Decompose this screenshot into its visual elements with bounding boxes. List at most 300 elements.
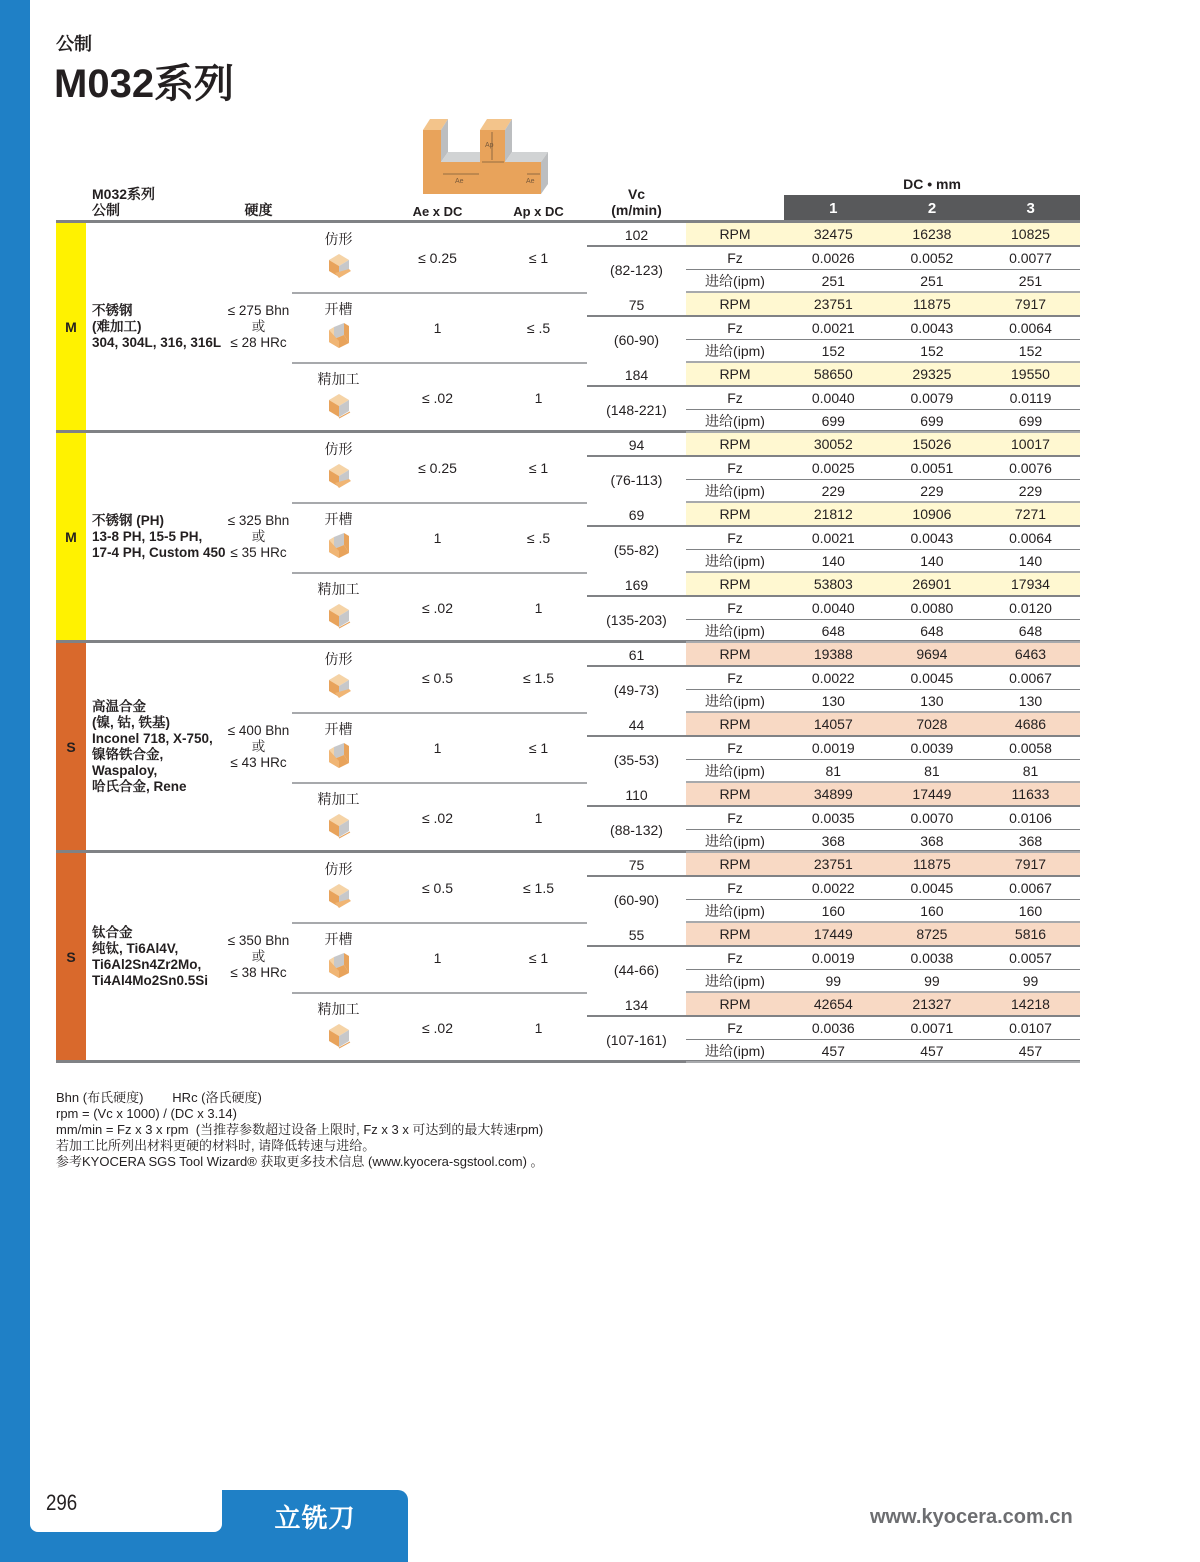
- ae-value: 1: [433, 530, 442, 546]
- svg-text:Ap: Ap: [485, 142, 494, 149]
- vc-range: (88-132): [610, 822, 663, 838]
- material-name: [92, 433, 232, 640]
- fz-row: [686, 737, 1080, 760]
- vc-range: (44-66): [613, 962, 660, 978]
- fz-value: 0.0106: [1009, 810, 1052, 826]
- ipm-value: 152: [821, 343, 845, 359]
- ipm-row: [686, 550, 1080, 573]
- ipm-value: 140: [821, 553, 845, 569]
- rpm-value: 26901: [912, 576, 952, 592]
- fz-value: 0.0043: [910, 530, 954, 546]
- ipm-value: 130: [1018, 693, 1043, 709]
- rpm-value: 30052: [813, 436, 853, 452]
- rpm-row: [686, 643, 1080, 667]
- dc-values-bar: [784, 195, 1080, 222]
- hardness-line: 或: [251, 738, 266, 754]
- rpm-row: [686, 713, 1080, 737]
- profiling-icon: [325, 251, 353, 279]
- fz-label: Fz: [727, 390, 743, 406]
- ap-value: ≤ .5: [526, 320, 551, 336]
- iso-group-label: M: [65, 528, 77, 545]
- material-line: 13-8 PH, 15-5 PH,: [92, 528, 203, 544]
- material-name: [92, 223, 232, 430]
- series-header-sub: 公制: [92, 202, 120, 218]
- operation-name: 开槽: [324, 721, 353, 737]
- rpm-value: 19550: [1011, 366, 1050, 382]
- vc-header: [587, 186, 686, 218]
- rpm-label: RPM: [719, 646, 751, 662]
- material-line: (难加工): [92, 318, 142, 334]
- rpm-value: 21812: [813, 506, 853, 522]
- hardness-line: ≤ 275 Bhn: [227, 302, 290, 318]
- ipm-value: 368: [1018, 833, 1043, 849]
- operation-name: 仿形: [324, 441, 353, 457]
- vc-range: (60-90): [613, 892, 660, 908]
- fz-value: 0.0119: [1009, 390, 1052, 406]
- fz-value: 0.0079: [910, 390, 954, 406]
- ipm-value: 457: [920, 1043, 944, 1059]
- ipm-value: 229: [920, 483, 944, 499]
- operation-name: 开槽: [324, 301, 353, 317]
- rpm-label: RPM: [719, 576, 751, 592]
- ipm-value: 457: [1018, 1043, 1043, 1059]
- series-header: [92, 186, 155, 218]
- ipm-value: 699: [821, 413, 845, 429]
- slotting-icon: [325, 741, 353, 769]
- hardness-line: ≤ 350 Bhn: [227, 932, 290, 948]
- fz-value: 0.0077: [1009, 250, 1052, 266]
- rpm-label: RPM: [719, 226, 751, 242]
- ae-value: ≤ .02: [421, 810, 454, 826]
- fz-value: 0.0052: [910, 250, 954, 266]
- rpm-label: RPM: [719, 996, 751, 1012]
- hardness-line: ≤ 43 HRc: [230, 754, 287, 770]
- operation-name: 开槽: [324, 511, 353, 527]
- ipm-label: 进给(ipm): [705, 693, 765, 709]
- iso-group-band: [56, 853, 86, 1060]
- material-block: [56, 433, 1080, 643]
- hardness-line: 或: [251, 318, 266, 334]
- ipm-row: [686, 690, 1080, 713]
- vc-value: 61: [587, 643, 686, 667]
- material-line: Ti6Al2Sn4Zr2Mo,: [92, 956, 202, 972]
- material-line: 纯钛, Ti6Al4V,: [92, 940, 179, 956]
- rpm-value: 4686: [1014, 716, 1047, 732]
- rpm-row: [686, 573, 1080, 597]
- fz-value: 0.0021: [811, 320, 855, 336]
- rpm-row: [686, 853, 1080, 877]
- operation-row: [292, 293, 1080, 363]
- rpm-row: [686, 993, 1080, 1017]
- rpm-value: 9694: [916, 646, 948, 662]
- material-line: 不锈钢: [92, 302, 133, 318]
- fz-value: 0.0040: [811, 600, 855, 616]
- fz-label: Fz: [727, 320, 743, 336]
- operation-row: [292, 363, 1080, 433]
- fz-label: Fz: [727, 530, 743, 546]
- fz-value: 0.0019: [811, 740, 855, 756]
- operation-row: [292, 503, 1080, 573]
- ap-value: ≤ .5: [526, 530, 551, 546]
- rpm-label: RPM: [719, 786, 751, 802]
- profiling-icon: [325, 881, 353, 909]
- iso-group-band: [56, 433, 86, 640]
- rpm-value: 42654: [813, 996, 853, 1012]
- ipm-row: [686, 340, 1080, 363]
- ipm-value: 699: [1018, 413, 1043, 429]
- material-line: 镍铬铁合金,: [92, 746, 164, 762]
- ae-value: ≤ .02: [421, 600, 454, 616]
- ap-value: 1: [534, 390, 543, 406]
- ipm-label: 进给(ipm): [705, 1043, 765, 1059]
- ipm-row: [686, 620, 1080, 643]
- ae-header: Ae x DC: [412, 204, 463, 219]
- fz-row: [686, 1017, 1080, 1040]
- rpm-value: 11633: [1011, 786, 1050, 802]
- ipm-row: [686, 480, 1080, 503]
- ipm-value: 251: [821, 273, 845, 289]
- rpm-value: 29325: [912, 366, 952, 382]
- rpm-value: 17449: [912, 786, 952, 802]
- iso-group-label: S: [66, 948, 76, 965]
- operation-row: [292, 923, 1080, 993]
- rpm-value: 17449: [813, 926, 853, 942]
- ipm-value: 99: [1022, 973, 1039, 989]
- operation-name: 开槽: [324, 931, 353, 947]
- material-line: 高温合金: [92, 698, 146, 714]
- ipm-row: [686, 410, 1080, 433]
- vc-range: (60-90): [613, 332, 660, 348]
- fz-value: 0.0036: [811, 1020, 855, 1036]
- ipm-value: 152: [920, 343, 944, 359]
- ipm-row: [686, 270, 1080, 293]
- fz-value: 0.0026: [811, 250, 855, 266]
- material-line: Ti4Al4Mo2Sn0.5Si: [92, 972, 209, 988]
- material-block: [56, 223, 1080, 433]
- dc-value: 2: [927, 200, 937, 217]
- ipm-value: 648: [821, 623, 845, 639]
- ipm-label: 进给(ipm): [705, 833, 765, 849]
- operation-row: [292, 783, 1080, 853]
- ae-value: 1: [433, 320, 442, 336]
- rpm-value: 19388: [813, 646, 853, 662]
- rpm-label: RPM: [719, 296, 751, 312]
- material-name: [92, 853, 232, 1060]
- material-line: 哈氏合金, Rene: [92, 778, 187, 794]
- operation-name: 精加工: [317, 791, 360, 807]
- fz-value: 0.0039: [910, 740, 954, 756]
- fz-label: Fz: [727, 600, 743, 616]
- fz-label: Fz: [727, 670, 743, 686]
- rpm-value: 11875: [912, 856, 951, 872]
- hardness-line: ≤ 28 HRc: [230, 334, 287, 350]
- ipm-label: 进给(ipm): [705, 623, 765, 639]
- vc-value: 94: [587, 433, 686, 457]
- rpm-value: 14057: [813, 716, 853, 732]
- footnote-line: 参考KYOCERA SGS Tool Wizard® 获取更多技术信息 (www.kyocera-sgstool.com) 。: [56, 1154, 544, 1169]
- rpm-row: [686, 503, 1080, 527]
- iso-group-label: S: [66, 738, 76, 755]
- operation-name: 精加工: [317, 1001, 360, 1017]
- fz-row: [686, 947, 1080, 970]
- fz-value: 0.0120: [1009, 600, 1052, 616]
- fz-label: Fz: [727, 950, 743, 966]
- dc-value: 3: [1026, 200, 1035, 217]
- material-line: 304, 304L, 316, 316L: [92, 334, 222, 350]
- operation-row: [292, 853, 1080, 923]
- ipm-value: 457: [821, 1043, 845, 1059]
- ipm-label: 进给(ipm): [705, 483, 765, 499]
- rpm-row: [686, 923, 1080, 947]
- fz-row: [686, 667, 1080, 690]
- rpm-row: [686, 363, 1080, 387]
- rpm-value: 32475: [813, 226, 853, 242]
- ipm-value: 130: [821, 693, 845, 709]
- speed-feed-rows: [686, 503, 1080, 573]
- rpm-value: 10825: [1011, 226, 1050, 242]
- ae-value: ≤ 0.25: [418, 460, 457, 476]
- rpm-value: 6463: [1014, 646, 1047, 662]
- rpm-value: 7271: [1014, 506, 1047, 522]
- ipm-row: [686, 900, 1080, 923]
- rpm-label: RPM: [719, 366, 751, 382]
- ae-value: ≤ 0.25: [418, 250, 457, 266]
- slotting-icon: [325, 321, 353, 349]
- ap-value: ≤ 1: [528, 740, 549, 756]
- rpm-label: RPM: [719, 506, 751, 522]
- hardness-header: 硬度: [244, 202, 273, 218]
- rpm-row: [686, 783, 1080, 807]
- ipm-value: 229: [821, 483, 845, 499]
- operation-name: 精加工: [317, 581, 360, 597]
- fz-row: [686, 387, 1080, 410]
- fz-value: 0.0051: [910, 460, 954, 476]
- fz-value: 0.0064: [1009, 320, 1052, 336]
- operation-row: [292, 643, 1080, 713]
- ap-value: 1: [534, 810, 543, 826]
- material-block: [56, 853, 1080, 1063]
- fz-label: Fz: [727, 250, 743, 266]
- ipm-row: [686, 830, 1080, 853]
- speed-feed-rows: [686, 643, 1080, 713]
- material-line: (镍, 钴, 铁基): [92, 714, 170, 730]
- rpm-row: [686, 223, 1080, 247]
- ae-ap-diagram-icon: [420, 116, 550, 196]
- vc-value: 134: [587, 993, 686, 1017]
- ipm-value: 160: [821, 903, 845, 919]
- fz-row: [686, 317, 1080, 340]
- operation-name: 精加工: [317, 371, 360, 387]
- hardness-value: [225, 853, 292, 1060]
- dc-value: 1: [829, 200, 838, 217]
- material-line: Waspaloy,: [92, 762, 158, 778]
- fz-row: [686, 807, 1080, 830]
- dc-header: DC • mm: [903, 176, 961, 192]
- footnotes: [56, 1090, 544, 1170]
- fz-label: Fz: [727, 460, 743, 476]
- vc-header-label: Vc: [627, 186, 646, 202]
- speed-feed-rows: [686, 363, 1080, 433]
- fz-label: Fz: [727, 740, 743, 756]
- rpm-value: 7917: [1014, 856, 1047, 872]
- speed-feed-rows: [686, 853, 1080, 923]
- ipm-value: 160: [1018, 903, 1043, 919]
- fz-value: 0.0038: [910, 950, 954, 966]
- fz-value: 0.0019: [811, 950, 855, 966]
- ipm-value: 699: [920, 413, 944, 429]
- left-brand-bar: [0, 0, 30, 1562]
- fz-value: 0.0058: [1009, 740, 1052, 756]
- ap-value: ≤ 1.5: [522, 880, 555, 896]
- speed-feed-rows: [686, 223, 1080, 293]
- ipm-value: 81: [924, 763, 940, 779]
- operation-name: 仿形: [324, 231, 353, 247]
- rpm-row: [686, 433, 1080, 457]
- website-link[interactable]: www.kyocera.com.cn: [870, 1506, 1073, 1528]
- material-block: [56, 643, 1080, 853]
- speed-feed-rows: [686, 923, 1080, 993]
- vc-value: 75: [587, 293, 686, 317]
- hardness-value: [225, 223, 292, 430]
- operation-row: [292, 223, 1080, 293]
- iso-group-band: [56, 223, 86, 430]
- ipm-value: 130: [920, 693, 944, 709]
- rpm-row: [686, 293, 1080, 317]
- rpm-value: 23751: [813, 856, 853, 872]
- ap-value: ≤ 1.5: [522, 670, 555, 686]
- rpm-value: 10017: [1011, 436, 1050, 452]
- ipm-label: 进给(ipm): [705, 413, 765, 429]
- rpm-value: 10906: [912, 506, 952, 522]
- operation-name: 仿形: [324, 861, 353, 877]
- ipm-value: 251: [1018, 273, 1043, 289]
- rpm-value: 16238: [912, 226, 952, 242]
- vc-range: (107-161): [606, 1032, 667, 1048]
- operation-row: [292, 573, 1080, 643]
- vc-value: 55: [587, 923, 686, 947]
- rpm-value: 58650: [813, 366, 853, 382]
- cutting-data-table: [56, 220, 1080, 1063]
- rpm-value: 11875: [912, 296, 951, 312]
- vc-header-unit: (m/min): [611, 202, 662, 218]
- iso-group-band: [56, 643, 86, 850]
- operation-row: [292, 993, 1080, 1063]
- rpm-value: 21327: [912, 996, 952, 1012]
- fz-value: 0.0067: [1009, 880, 1052, 896]
- ipm-label: 进给(ipm): [705, 553, 765, 569]
- material-line: 17-4 PH, Custom 450: [92, 544, 226, 560]
- ae-value: 1: [433, 950, 442, 966]
- fz-label: Fz: [727, 880, 743, 896]
- ipm-value: 99: [924, 973, 940, 989]
- fz-value: 0.0025: [811, 460, 855, 476]
- svg-text:Ae: Ae: [526, 178, 535, 185]
- ipm-value: 81: [825, 763, 842, 779]
- ipm-label: 进给(ipm): [705, 763, 765, 779]
- fz-value: 0.0040: [811, 390, 855, 406]
- slotting-icon: [325, 951, 353, 979]
- material-line: Inconel 718, X-750,: [92, 730, 213, 746]
- speed-feed-rows: [686, 713, 1080, 783]
- hardness-line: ≤ 35 HRc: [230, 544, 287, 560]
- page-number: 296: [46, 1490, 78, 1515]
- ipm-label: 进给(ipm): [705, 973, 765, 989]
- ipm-value: 251: [920, 273, 944, 289]
- ap-value: ≤ 1: [528, 250, 549, 266]
- vc-range: (35-53): [613, 752, 660, 768]
- footnote-line: Bhn (布氏硬度) HRc (洛氏硬度): [56, 1090, 262, 1105]
- ap-value: 1: [534, 1020, 543, 1036]
- vc-value: 75: [587, 853, 686, 877]
- footnote-line: rpm = (Vc x 1000) / (DC x 3.14): [56, 1106, 237, 1121]
- fz-row: [686, 597, 1080, 620]
- fz-value: 0.0064: [1009, 530, 1052, 546]
- vc-value: 44: [587, 713, 686, 737]
- vc-range: (76-113): [610, 472, 663, 488]
- series-header-name: M032系列: [92, 186, 156, 202]
- fz-row: [686, 877, 1080, 900]
- fz-row: [686, 247, 1080, 270]
- slotting-icon: [325, 531, 353, 559]
- hardness-line: 或: [251, 528, 266, 544]
- ae-value: ≤ .02: [421, 390, 454, 406]
- ap-value: ≤ 1: [528, 460, 549, 476]
- fz-value: 0.0021: [811, 530, 855, 546]
- ipm-value: 152: [1018, 343, 1043, 359]
- fz-value: 0.0035: [811, 810, 855, 826]
- section-tab[interactable]: 立铣刀: [274, 1503, 356, 1533]
- hardness-value: [225, 643, 292, 850]
- footnote-line: mm/min = Fz x 3 x rpm (当推荐参数超过设备上限时, Fz x 3 x 可达到的最大转速rpm): [56, 1122, 544, 1137]
- ipm-value: 648: [1018, 623, 1043, 639]
- rpm-value: 53803: [813, 576, 853, 592]
- fz-label: Fz: [727, 1020, 743, 1036]
- speed-feed-rows: [686, 993, 1080, 1063]
- rpm-value: 7028: [916, 716, 948, 732]
- ae-value: 1: [433, 740, 442, 756]
- vc-range: (49-73): [613, 682, 660, 698]
- ipm-value: 648: [920, 623, 944, 639]
- fz-value: 0.0070: [910, 810, 954, 826]
- finishing-icon: [325, 811, 353, 839]
- hardness-line: ≤ 325 Bhn: [227, 512, 290, 528]
- fz-value: 0.0022: [811, 670, 855, 686]
- ipm-value: 229: [1018, 483, 1043, 499]
- ipm-value: 81: [1022, 763, 1039, 779]
- operation-name: 仿形: [324, 651, 353, 667]
- fz-label: Fz: [727, 810, 743, 826]
- rpm-label: RPM: [719, 436, 751, 452]
- page-subtitle: 公制: [56, 34, 92, 54]
- operation-row: [292, 713, 1080, 783]
- ipm-label: 进给(ipm): [705, 903, 765, 919]
- vc-range: (148-221): [606, 402, 667, 418]
- ipm-value: 160: [920, 903, 944, 919]
- vc-value: 169: [587, 573, 686, 597]
- rpm-value: 23751: [813, 296, 853, 312]
- ipm-row: [686, 1040, 1080, 1063]
- rpm-label: RPM: [719, 716, 751, 732]
- ipm-value: 99: [825, 973, 842, 989]
- iso-group-label: M: [65, 318, 77, 335]
- ipm-row: [686, 760, 1080, 783]
- fz-value: 0.0043: [910, 320, 954, 336]
- speed-feed-rows: [686, 433, 1080, 503]
- fz-value: 0.0076: [1009, 460, 1052, 476]
- fz-row: [686, 527, 1080, 550]
- hardness-line: ≤ 38 HRc: [230, 964, 287, 980]
- rpm-value: 8725: [916, 926, 948, 942]
